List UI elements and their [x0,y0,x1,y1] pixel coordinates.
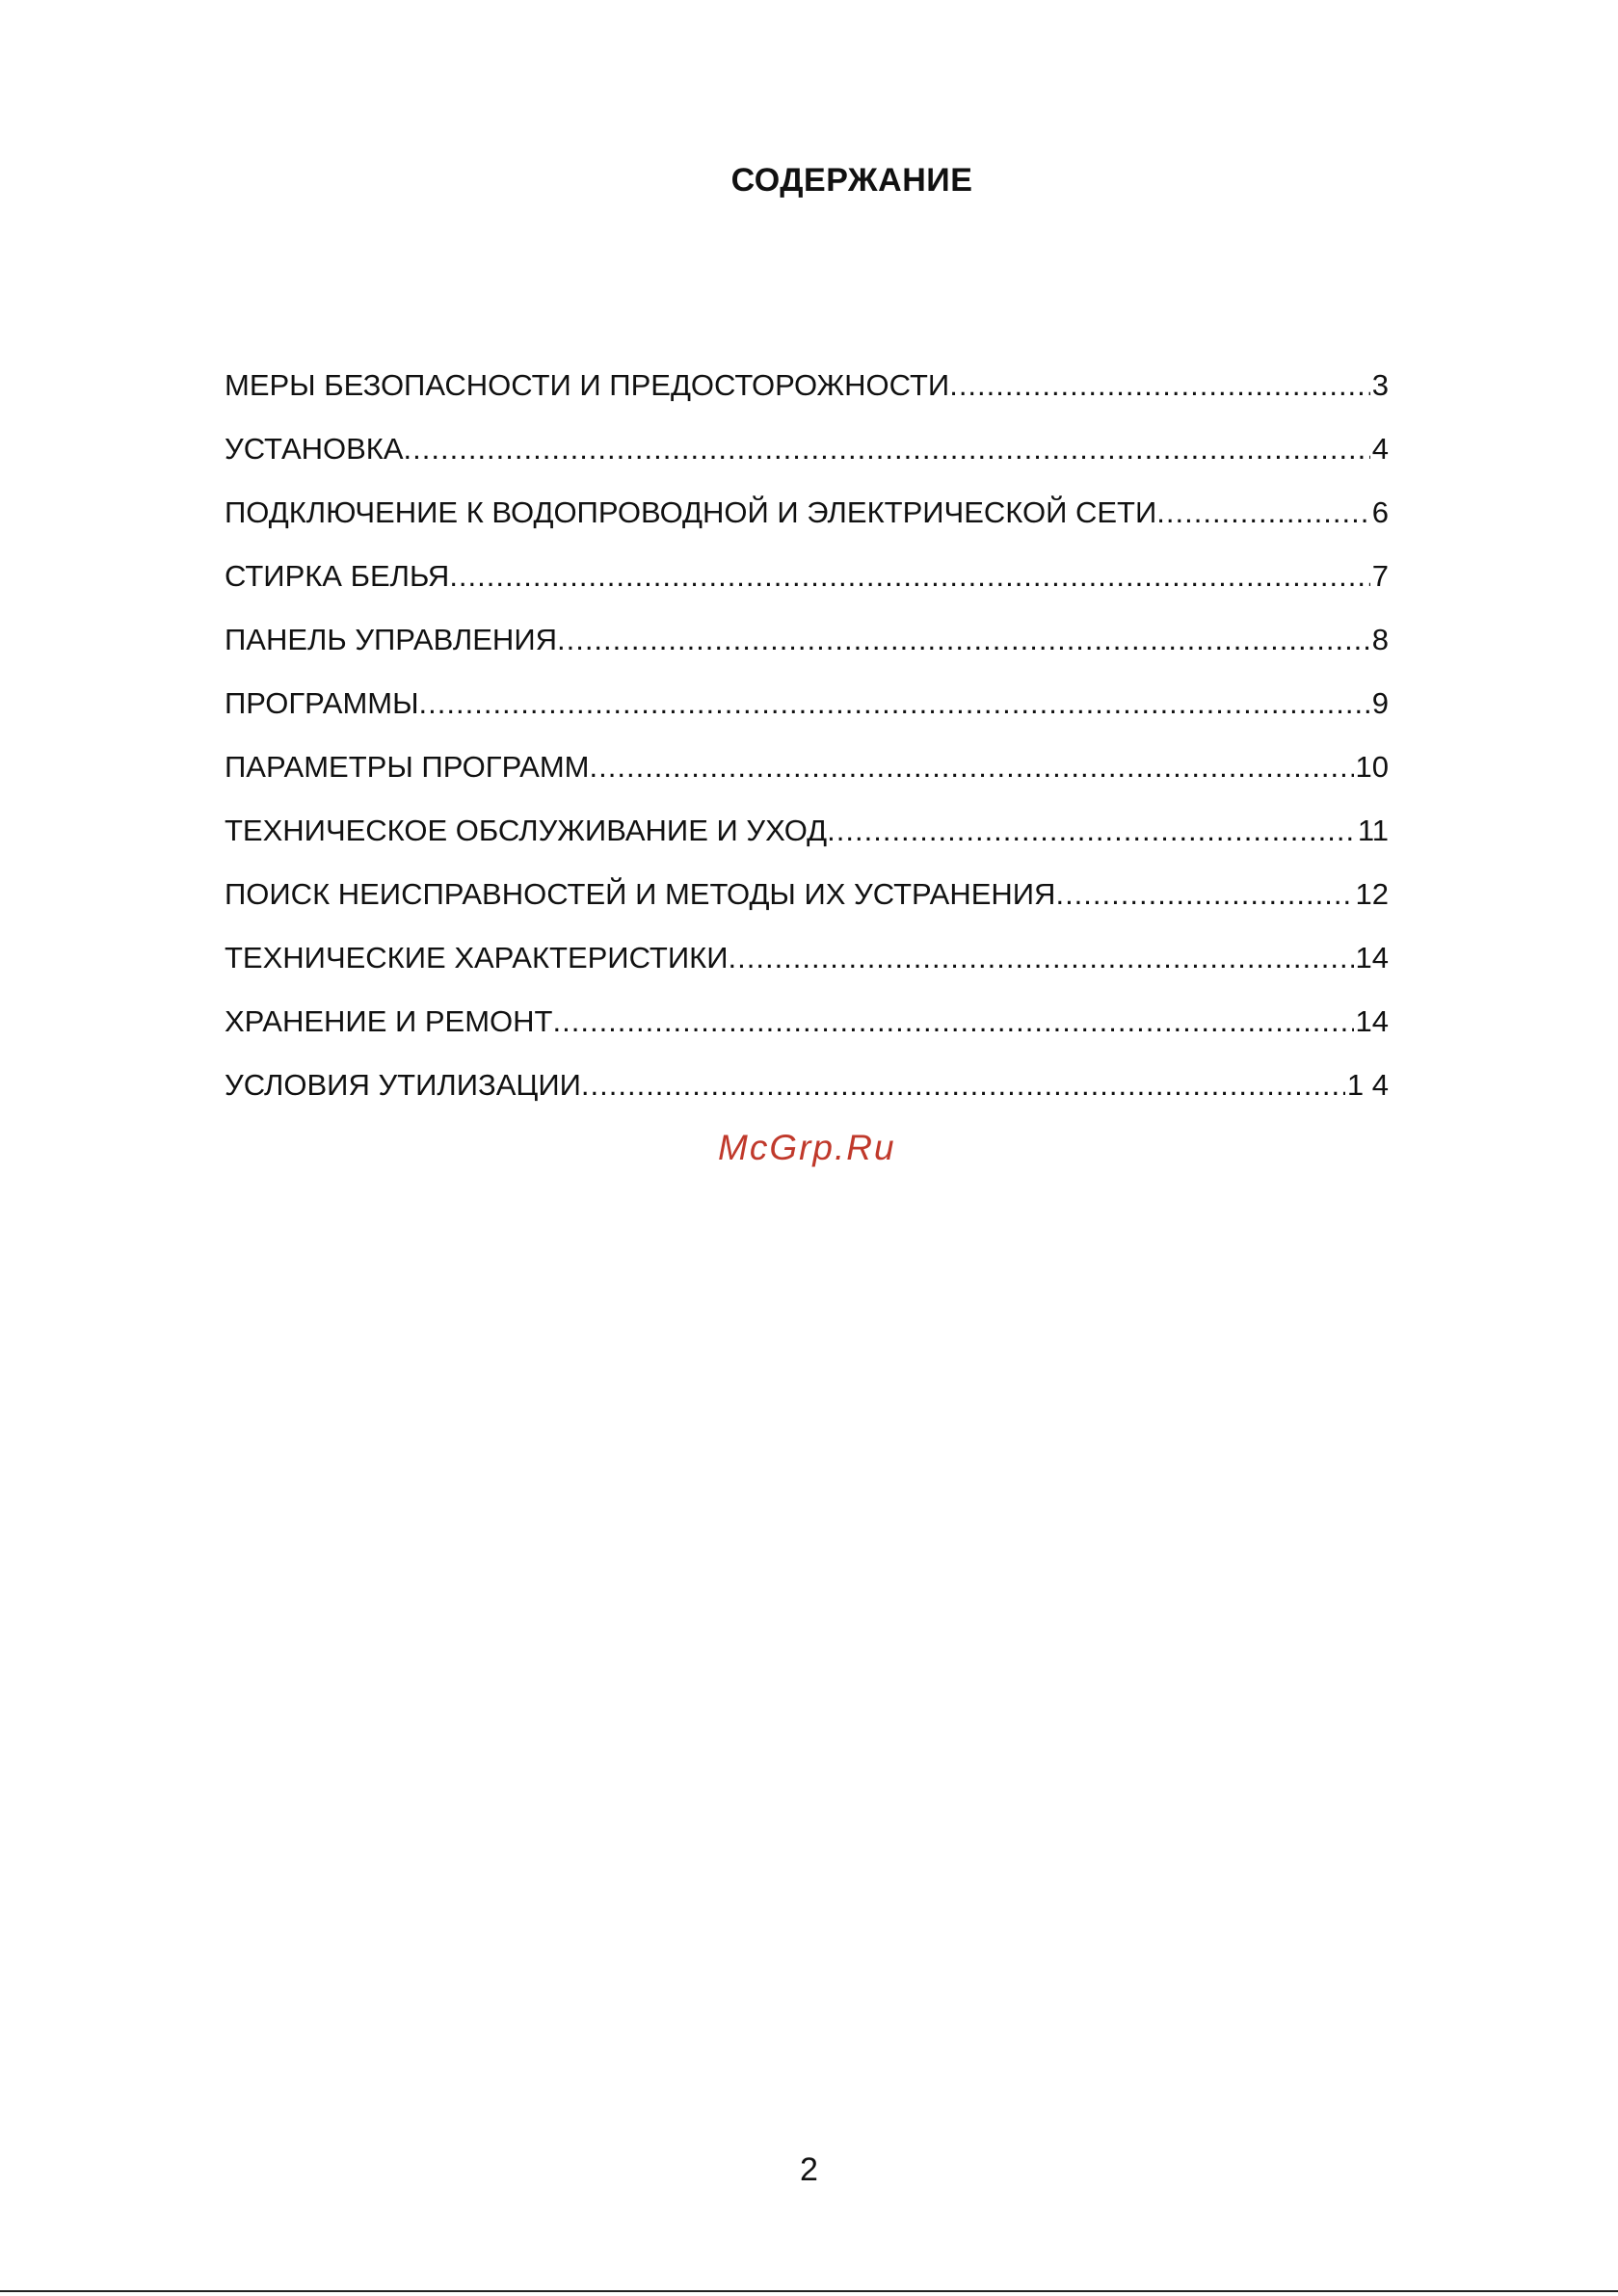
toc-entry-page: 8 [1371,623,1389,656]
toc-entry-page: 7 [1371,559,1389,593]
toc-entry-page: 12 [1355,877,1389,911]
watermark-link[interactable]: McGrp.Ru [718,1128,896,1167]
toc-entry [225,428,1391,492]
toc-dot-leader [449,555,1369,598]
toc-entry-label: ХРАНЕНИЕ И РЕМОНТ [225,1004,553,1038]
toc-entry-page: 14 [1355,941,1389,974]
toc-entry-label: МЕРЫ БЕЗОПАСНОСТИ И ПРЕДОСТОРОЖНОСТИ [225,368,950,402]
toc-entry [225,682,1391,746]
toc-entry-label: ПРОГРАММЫ [225,686,419,720]
toc-entry [225,492,1391,555]
toc-entry-label: СТИРКА БЕЛЬЯ [225,559,450,593]
toc-dot-leader [590,746,1354,788]
toc-entry [225,1064,1391,1128]
page-number: 2 [800,2151,818,2188]
toc-dot-leader [827,810,1356,852]
toc-entry [225,873,1391,937]
table-of-contents [225,364,1391,1128]
toc-entry-page: 10 [1355,750,1389,784]
toc-entry-label: ПОИСК НЕИСПРАВНОСТЕЙ И МЕТОДЫ ИХ УСТРАНЕНИЯ [225,877,1056,911]
toc-entry [225,619,1391,682]
toc-entry-label: ПОДКЛЮЧЕНИЕ К ВОДОПРОВОДНОЙ И ЭЛЕКТРИЧЕСКОЙ СЕТИ [225,495,1157,529]
toc-entry-page: 1 4 [1346,1068,1389,1102]
toc-entry-label: ТЕХНИЧЕСКОЕ ОБСЛУЖИВАНИЕ И УХОД [225,814,828,847]
toc-entry-page: 4 [1371,432,1389,466]
toc-entry-label: ПАНЕЛЬ УПРАВЛЕНИЯ [225,623,557,656]
toc-entry-page: 9 [1371,686,1389,720]
toc-entry [225,364,1391,428]
toc-dot-leader [1055,873,1353,916]
toc-entry-page: 11 [1357,814,1389,847]
toc-dot-leader [581,1064,1345,1107]
bottom-divider [0,2290,1618,2292]
toc-entry [225,810,1391,873]
toc-entry-label: ТЕХНИЧЕСКИЕ ХАРАКТЕРИСТИКИ [225,941,729,974]
toc-dot-leader [553,1001,1354,1043]
toc-entry-page: 14 [1355,1004,1389,1038]
toc-entry [225,555,1391,619]
toc-entry [225,746,1391,810]
page-title: СОДЕРЖАНИЕ [730,162,973,199]
toc-dot-leader [729,937,1354,979]
toc-dot-leader [404,428,1370,470]
toc-entry-label: УСТАНОВКА [225,432,404,466]
toc-entry-label: УСЛОВИЯ УТИЛИЗАЦИИ [225,1068,581,1102]
toc-dot-leader [1156,492,1369,534]
toc-entry [225,1001,1391,1064]
toc-dot-leader [949,364,1370,407]
toc-entry [225,937,1391,1001]
toc-dot-leader [557,619,1370,661]
toc-entry-label: ПАРАМЕТРЫ ПРОГРАММ [225,750,590,784]
toc-dot-leader [419,682,1370,725]
toc-entry-page: 6 [1371,495,1389,529]
toc-entry-page: 3 [1371,368,1389,402]
